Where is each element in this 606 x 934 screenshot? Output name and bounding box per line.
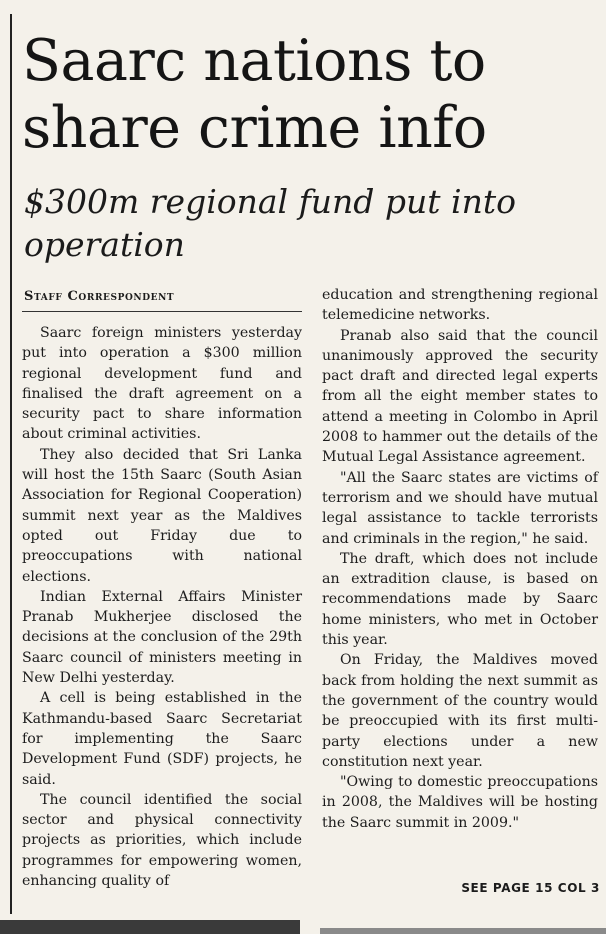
paragraph: "All the Saarc states are victims of terrorism and we should have mutual legal assistance to tackle terrorists and criminals in the region," he said. [322, 469, 598, 547]
headline [22, 28, 592, 162]
paragraph: Indian External Affairs Minister Pranab Mukherjee disclosed the decisions at the conclusion of the 29th Saarc council of ministers meeting in New Delhi yesterday. [22, 588, 302, 687]
paragraph: The council identified the social sector and physical connectivity projects as priorities, which include programmes for empowering women, enhancing quality of [22, 791, 302, 890]
jump-line: SEE PAGE 15 COL 3 [461, 881, 600, 895]
paragraph: "Owing to domestic preoccupations in 2008, the Maldives will be hosting the Saarc summit in 2009." [322, 774, 598, 831]
paragraph-continuation: education and strengthening regional telemedicine networks. [322, 287, 598, 324]
paragraph: On Friday, the Maldives moved back from holding the next summit as the government of the country would be preoccupied with its first multi-party elections under a new constitution next year. [322, 652, 598, 770]
paragraph: Pranab also said that the council unanimously approved the security pact draft and directed legal experts from all the eight member states to attend a meeting in Colombo in April 2008 to hammer out the details of the Mutual Legal Assistance agreement. [322, 327, 598, 466]
paragraph: A cell is being established in the Kathmandu-based Saarc Secretariat for implementing the Saarc Development Fund (SDF) projects, he said. [22, 690, 302, 788]
headline-line-1: Saarc nations to [22, 28, 486, 94]
column-rule [10, 14, 12, 914]
article-column-left [22, 323, 302, 891]
paragraph: They also decided that Sri Lanka will host the 15th Saarc (South Asian Association for Regional Cooperation) summit next year as the Maldives opted out Friday due to preoccupations with national elections. [22, 446, 302, 585]
adjacent-article-edge [320, 928, 606, 934]
adjacent-article-edge [0, 920, 300, 934]
headline-line-2: share crime info [22, 95, 487, 161]
subheadline: $300m regional fund put into operation [24, 182, 516, 264]
paragraph: Saarc foreign ministers yesterday put into operation a $300 million regional development fund and finalised the draft agreement on a security pact to share information about criminal activities. [22, 325, 302, 443]
byline: Staff Correspondent [24, 289, 175, 304]
article-column-right [322, 285, 598, 833]
paragraph: The draft, which does not include an extradition clause, is based on recommendations made by Saarc home ministers, who met in October this year. [322, 550, 598, 649]
byline-divider [22, 311, 302, 312]
